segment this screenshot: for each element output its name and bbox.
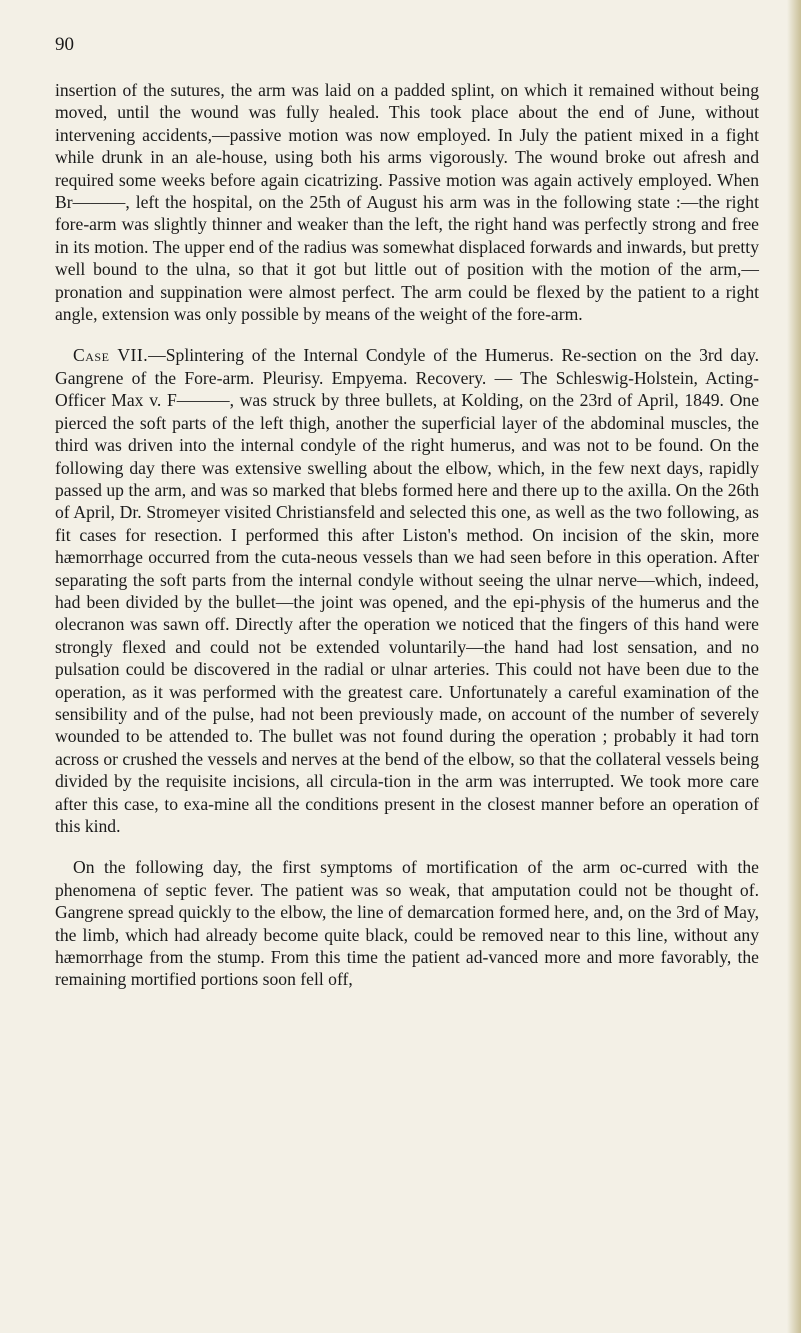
paragraph-case-vii [55, 344, 759, 837]
page-edge [787, 0, 801, 1333]
paragraph-3: On the following day, the first symptoms of mortification of the arm oc-curred with the phenomena of septic fever. The patient was so weak, that amputation could not be thought of. Gangrene spread quickly to the elbow, the line of demarcation formed here, and, on the 3rd of May, the limb, which had already become quite black, could be removed near to this line, without any hæmorrhage from the stump. From this time the patient ad-vanced more and more favorably, the remaining mortified portions soon fell off, [55, 857, 759, 990]
case-label: Case VII. [73, 345, 149, 366]
paragraph-1: insertion of the sutures, the arm was laid on a padded splint, on which it remained without being moved, until the wound was fully healed. This took place about the end of June, without intervening accidents,—passive motion was now employed. In July the patient mixed in a fight while drunk in an ale-house, using both his arms vigorously. The wound broke out afresh and required some weeks before again cicatrizing. Passive motion was again actively employed. When Br———, left the hospital, on the 25th of August his arm was in the following state :—the right fore-arm was slightly thinner and weaker than the left, the right hand was perfectly strong and free in its motion. The upper end of the radius was somewhat displaced forwards and inwards, but pretty well bound to the ulna, so that it got but little out of position with the motion of the arm,—pronation and suppination were almost perfect. The arm could be flexed by the patient to a right angle, extension was only possible by means of the weight of the fore-arm. [55, 80, 759, 325]
case-text: —Splintering of the Internal Condyle of the Humerus. Re-section on the 3rd day. Gangrene of the Fore-arm. Pleurisy. Empyema. Recovery. — The Schleswig-Holstein, Acting-Officer Max v. F———, was struck by three bullets, at Kolding, on the 23rd of April, 1849. One pierced the soft parts of the left thigh, another the superficial layer of the abdominal muscles, the third was driven into the internal condyle of the right humerus, and was not to be found. On the following day there was extensive swelling about the elbow, which, in the few next days, rapidly passed up the arm, and was so marked that blebs formed here and there up to the axilla. On the 26th of April, Dr. Stromeyer visited Christiansfeld and selected this one, as well as the two following, as fit cases for resection. I performed this after Liston's method. On incision of the skin, more hæmorrhage occurred from the cuta-neous vessels than we had seen before in this operation. After separating the soft parts from the internal condyle without seeing the ulnar nerve—which, indeed, had been divided by the bullet—the joint was opened, and the epi-physis of the humerus and the olecranon was sawn off. Directly after the operation we noticed that the fingers of this hand were strongly flexed and could not be extended voluntarily—the hand had lost sensation, and no pulsation could be discovered in the radial or ulnar arteries. This could not have been due to the operation, as it was performed with the greatest care. Unfortunately a careful examination of the sensibility and of the pulse, had not been previously made, on account of the number of severely wounded to be attended to. The bullet was not found during the operation ; probably it had torn across or crushed the vessels and nerves at the bend of the elbow, so that the collateral vessels being divided by the requisite incisions, all circula-tion in the arm was interrupted. We took more care after this case, to exa-mine all the conditions present in the closest manner before an operation of this kind. [55, 345, 759, 836]
body-text [55, 79, 759, 991]
page-number: 90 [55, 34, 74, 55]
